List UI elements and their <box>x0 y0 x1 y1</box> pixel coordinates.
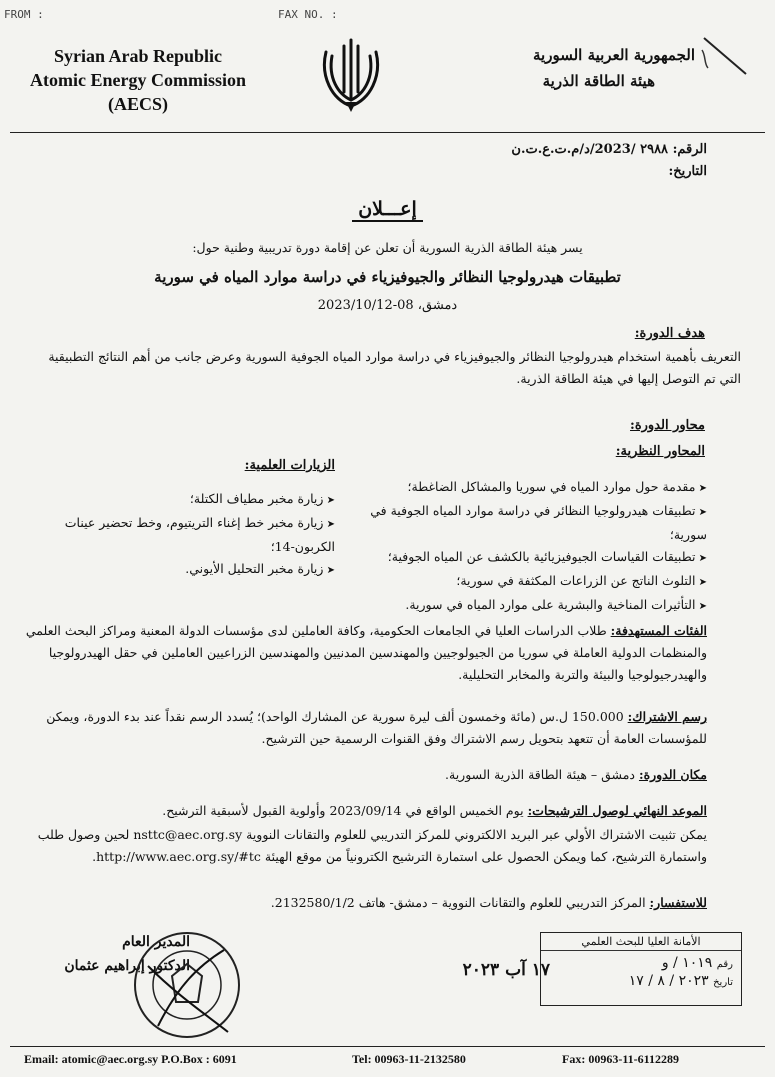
official-seal <box>128 926 246 1044</box>
inquiries-text: المركز التدريبي للعلوم والتقانات النووية – دمشق- هاتف 2132580/1/2. <box>270 895 646 910</box>
theory-list <box>367 476 707 618</box>
list-item: ➤ التلوث الناتج عن الزراعات المكثفة في سورية؛ <box>367 570 707 594</box>
handwritten-date: ١٧ آب ٢٠٢٣ <box>462 960 550 980</box>
footer-rule <box>10 1046 765 1047</box>
announcement-title-text: إعـــلان <box>352 198 423 222</box>
stamp-number-label: رقم <box>716 959 733 970</box>
country-name-arabic: الجمهورية العربية السورية <box>533 46 695 64</box>
letterhead-arabic <box>455 42 695 94</box>
reference-number <box>407 142 707 157</box>
stamp-header: الأمانة العليا للبحث العلمي <box>541 933 741 951</box>
footer-email-po: Email: atomic@aec.org.sy P.O.Box : 6091 <box>24 1052 237 1066</box>
deadline-details: يمكن تثبيت الاشتراك الأولي عبر البريد الالكتروني للمركز التدريبي للعلوم والتقانات النووية nsttc@aec.org.sy لحين وصول طلب واستمارة الترشيح، كما ويمكن الحصول على استمارة الترشيح الكترونياً من موقع الهيئة http://www.aec.org.sy/#tc. <box>37 827 707 864</box>
venue-heading: مكان الدورة: <box>638 767 707 782</box>
reference-date-label: التاريخ: <box>668 164 707 179</box>
objective-heading: هدف الدورة: <box>634 326 705 341</box>
received-stamp <box>540 932 742 1006</box>
stamp-date-row <box>541 971 741 991</box>
signature-name: الدكتور إبراهيم عثمان <box>64 958 190 974</box>
fee-heading: رسم الاشتراك: <box>627 709 707 724</box>
course-title: تطبيقات هيدرولوجيا النظائر والجيوفيزياء في دراسة موارد المياه في سورية <box>154 268 621 286</box>
fax-number-label: FAX NO. : <box>278 8 338 21</box>
list-item: ➤ تطبيقات هيدرولوجيا النظائر في دراسة موارد المياه الجوفية في سورية؛ <box>367 500 707 546</box>
list-item: ➤ تطبيقات القياسات الجيوفيزيائية بالكشف عن المياه الجوفية؛ <box>367 546 707 570</box>
signature-title: المدير العام <box>122 934 190 950</box>
fax-from-label: FROM : <box>4 8 44 21</box>
stamp-date-label: تاريخ <box>713 977 733 988</box>
venue-section <box>24 764 707 786</box>
visits-heading: الزيارات العلمية: <box>244 458 335 473</box>
letterhead-english <box>8 44 268 116</box>
announcement-intro: يسر هيئة الطاقة الذرية السورية أن تعلن عن إقامة دورة تدريبية وطنية حول: <box>192 240 583 255</box>
commission-name-arabic: هيئة الطاقة الذرية <box>542 72 655 90</box>
inquiries-heading: للاستفسار: <box>649 895 707 910</box>
stamp-number-row <box>541 951 741 971</box>
visits-list <box>45 488 335 582</box>
corner-mark <box>700 30 750 80</box>
country-name: Syrian Arab Republic <box>53 46 223 66</box>
list-item: ➤ زيارة مخبر التحليل الأيوني. <box>45 558 335 582</box>
target-text: طلاب الدراسات العليا في الجامعات الحكومية، وكافة العاملين لدى مؤسسات الدولة المعنية ومراكز البحث العلمي والمنظمات الدولية العاملة في سوريا من الجيولوجيين والمهندسين المدنيين والمهندسين الزراعيين العاملين في حقل الهيدرولوجيا والهيدرجيولوجيا والبيئة والتربة والمخابر التحليلية. <box>25 623 707 682</box>
reference-number-label: الرقم: <box>672 142 707 157</box>
target-section <box>24 620 707 686</box>
fee-text: 150.000 ل.س (مائة وخمسون ألف ليرة سورية عن المشارك الواحد)؛ يُسدد الرسم نقداً عند بدء الدورة، ويمكن للمؤسسات العامة أن تتعهد بتحويل رسم الاشتراك وفق القنوات الرسمية حين الترشيح. <box>46 709 707 746</box>
course-place-dates: دمشق، 08-2023/10/12 <box>317 298 458 313</box>
stamp-number-value: ١٠١٩ / و <box>661 955 713 971</box>
inquiries-section <box>24 892 707 914</box>
reference-number-value: ٢٩٨٨ /2023/د/م.ت.ع.ت.ن <box>511 142 669 157</box>
deadline-section <box>24 800 707 822</box>
aecs-logo <box>316 34 386 114</box>
announcement-title <box>0 198 775 220</box>
list-item: ➤ التأثيرات المناخية والبشرية على موارد المياه في سورية. <box>367 594 707 618</box>
deadline-heading: الموعد النهائي لوصول الترشيحات: <box>527 803 707 818</box>
list-item: ➤ مقدمة حول موارد المياه في سوريا والمشاكل الضاغطة؛ <box>367 476 707 500</box>
topics-heading: محاور الدورة: <box>630 418 705 433</box>
commission-name: Atomic Energy Commission <box>30 70 246 90</box>
footer-fax: Fax: 00963-11-6112289 <box>562 1052 679 1066</box>
deadline-text: يوم الخميس الواقع في 2023/09/14 وأولوية القبول لأسبقية الترشيح. <box>162 803 524 818</box>
theory-heading: المحاور النظرية: <box>615 444 705 459</box>
footer-tel: Tel: 00963-11-2132580 <box>352 1052 466 1066</box>
fee-section <box>24 706 707 750</box>
header-rule <box>10 132 765 133</box>
objective-text: التعريف بأهمية استخدام هيدرولوجيا النظائر والجيوفيزياء في دراسة موارد المياه الجوفية السورية وعرض جانب من أهم النتائج التطبيقية التي تم التوصل إليها في هيئة الطاقة الذرية. <box>48 349 741 386</box>
list-item: ➤ زيارة مخبر مطياف الكتلة؛ <box>45 488 335 512</box>
commission-abbr: (AECS) <box>107 94 168 114</box>
venue-text: دمشق – هيئة الطاقة الذرية السورية. <box>445 767 635 782</box>
stamp-date-value: ٢٠٢٣ / ٨ / ١٧ <box>628 973 709 989</box>
target-heading: الفئات المستهدفة: <box>610 623 707 638</box>
list-item: ➤ زيارة مخبر خط إغناء التريتيوم، وخط تحضير عينات الكربون-14؛ <box>45 512 335 558</box>
